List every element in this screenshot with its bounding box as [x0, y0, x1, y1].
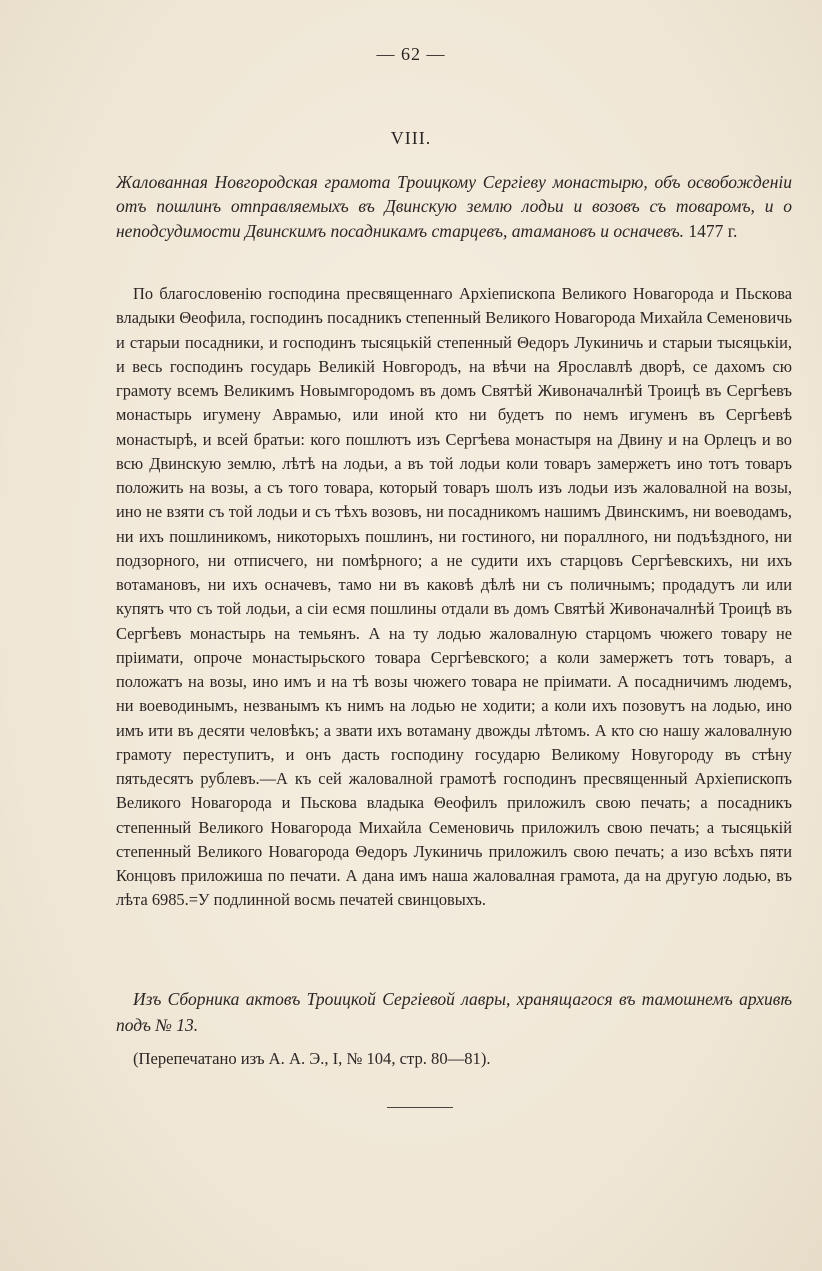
closing-rule	[387, 1107, 453, 1108]
document-heading	[116, 170, 792, 243]
section-number: VIII.	[390, 128, 432, 148]
heading-year: 1477 г.	[688, 220, 738, 241]
page-number: — 62 —	[376, 44, 446, 64]
reprint-note: (Перепечатано изъ А. А. Э., I, № 104, стр. 80—81).	[133, 1049, 491, 1068]
charter-body-text: По благословенію господина пресвященнаго Архіепископа Великого Новагорода и Пьскова владыки Θеофила, господинъ посадникъ степенный Великого Новагорода Михайла Семеновичь и старыи посадники, и господинъ тысяцькій степенный Θедоръ Лукиничь и старыи тысяцькіи, и весь господинъ государь Великій Новгородъ, на вѣчи на Ярославлѣ дворѣ, се дахомъ сю грамоту всемъ Великимъ Новымгородомъ въ домъ Святѣй Живоначалнѣй Троицѣ въ Сергѣевъ монастырь игумену Аврамью, или иной кто ни будетъ по немъ игуменъ въ Сергѣевѣ монастырѣ, и всей братьи: кого пошлютъ изъ Сергѣева монастыря на Двину и на Орлецъ и во всю Двинскую землю, лѣтѣ на лодьи, а въ той лодьи коли товаръ замержетъ ино тотъ товаръ положить на возы, а съ того товара, который товаръ шолъ изъ лодьи изъ жаловалной на возы, ино не взяти съ той лодьи и съ тѣхъ возовъ, ни посадникомъ нашимъ Двинскимъ, ни воеводамъ, ни ихъ пошлиникомъ, никоторыхъ пошлинъ, ни гостиного, ни пораллного, ни подъѣздного, ни подзорного, ни отписчего, ни помѣрного; а не судити ихъ старцовъ Сергѣевскихъ, ни ихъ вотамановъ, ни ихъ осначевъ, тамо ни въ каковѣ дѣлѣ ни съ поличнымъ; продадутъ ли или купятъ что съ той лодьи, а сіи есмя пошлины отдали въ домъ Святѣй Живоначалнѣй Троицѣ въ Сергѣевъ монастырь на темьянъ. А на ту лодью жаловалную старцомъ чюжего товару не пріимати, опроче монастырьского товара Сергѣевского; а коли замержетъ тотъ товаръ, а положатъ на возы, ино имъ и на тѣ возы чюжего товара не пріимати. А посадничимъ людемъ, ни воеводинымъ, незванымъ къ нимъ на лодью не ходити; а коли ихъ позовутъ на лодью, ино имъ ити въ десяти человѣкъ; а звати ихъ вотаману двожды лѣтомъ. А кто сю нашу жаловалную грамоту переступитъ, и онъ дасть господину государю Великому Новугороду въ стѣну пятьдесятъ рублевъ.—А къ сей жаловалной грамотѣ господинъ пресвященный Архіепископъ Великого Новагорода и Пьскова владыка Θеофилъ приложилъ свою печать; а посадникъ степенный Великого Новагорода Михайла Семеновичь приложилъ свою печать; а тысяцькій степенный Великого Новагорода Θедоръ Лукиничь приложилъ свою печать; а изо всѣхъ пяти Концовъ приложиша по печати. А дана имъ наша жаловалная грамота, да на другую лодью, въ лѣта 6985.=У подлинной восмь печатей свинцовыхъ.	[116, 284, 792, 910]
source-note: Изъ Сборника актовъ Троицкой Сергіевой лавры, хранящагося въ тамошнемъ архивѣ подъ № 13.	[116, 989, 792, 1035]
heading-title: Жалованная Новгородская грамота Троицкому Сергіеву монастырю, объ освобожденіи отъ пошлинъ отправляемыхъ въ Двинскую землю лодьи и возовъ съ товаромъ, и о неподсудимости Двинскимъ посадникамъ старцевъ, атамановъ и осначевъ.	[116, 172, 792, 241]
